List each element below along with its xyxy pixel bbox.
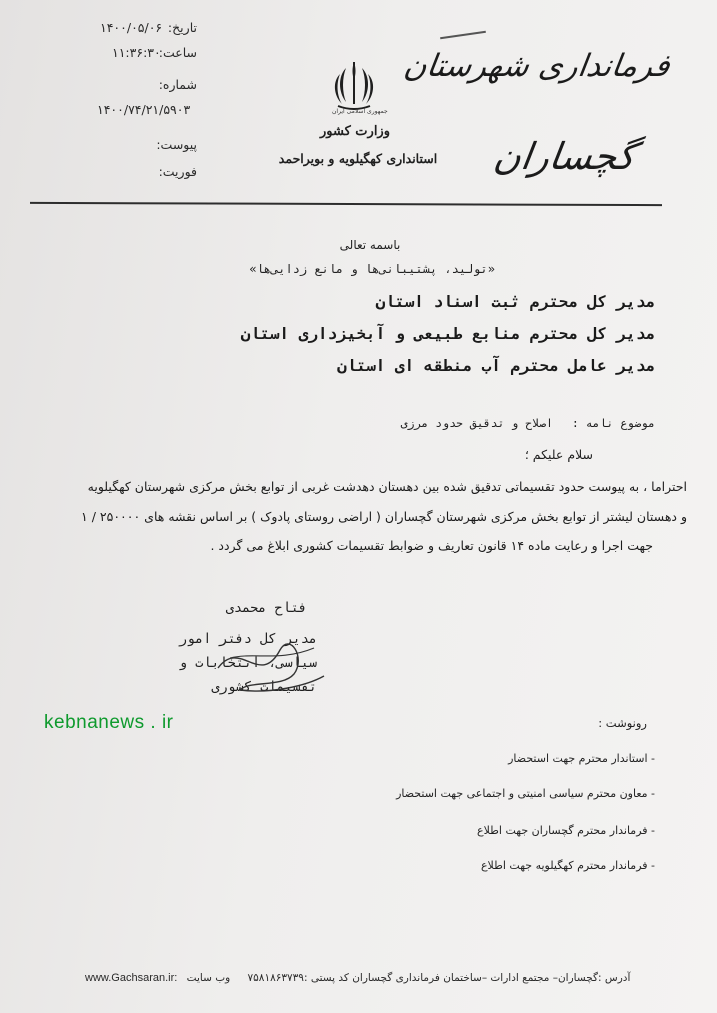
date-label: تاریخ:: [167, 20, 197, 35]
signatory-name: فتاح محمدی: [225, 600, 307, 616]
body-paragraph-line: احتراما ، به پیوست حدود تقسیماتی تدقیق شده بین دهستان دهدشت غربی از توابع بخش مرکزی شهرستان کهگیلویه: [87, 479, 687, 494]
year-slogan: «تولید، پشتیبانی‌ها و مانع زدایی‌ها»: [249, 262, 495, 276]
ministry-name: وزارت کشور: [320, 124, 390, 139]
cc-heading: رونوشت :: [598, 716, 647, 730]
time-value: ۱۱:۳۶:۳۰: [112, 45, 161, 60]
number-value: ۱۴۰۰/۷۴/۲۱/۵۹۰۳: [97, 102, 191, 117]
source-watermark: kebnanews . ir: [44, 712, 174, 733]
number-label: شماره:: [158, 77, 197, 92]
subject-line: [401, 416, 655, 430]
cc-item: - معاون محترم سیاسی امنیتی و اجتماعی جهت استحضار: [396, 787, 655, 800]
handwritten-signature: [210, 628, 330, 698]
cc-item: - فرماندار محترم کهگیلویه جهت اطلاع: [480, 859, 655, 872]
cc-item: - استاندار محترم جهت استحضار: [508, 752, 655, 765]
governorate-city: گچساران: [490, 135, 639, 178]
footer-address: آدرس :گچساران– مجتمع ادارات –ساختمان فرمانداری گچساران کد پستی :۷۵۸۱۸۶۳۷۳۹: [247, 972, 631, 984]
emblem-caption: جمهوری اسلامی ایران: [332, 108, 388, 115]
footer: [85, 972, 631, 984]
subject-label: موضوع نامه :: [571, 416, 655, 430]
signatory-title-line: تقسیمات کشوری: [211, 679, 317, 695]
governorate-title: فرمانداری شهرستان: [400, 48, 672, 84]
header-divider: [30, 202, 662, 206]
recipient-line: مدیر کل محترم منابع طبیعی و آبخیزداری استان: [240, 324, 655, 343]
signatory-title-line: سیاسی، انتخابات و: [178, 655, 317, 671]
greeting: سلام علیکم ؛: [524, 447, 593, 462]
body-paragraph-line: و دهستان لیشتر از توابع بخش مرکزی شهرستان گچساران ( اراضی روستای پادوک ) بر اساس نقشه های ۲۵۰۰۰۰ / ۱: [81, 509, 687, 524]
body-paragraph-line: جهت اجرا و رعایت ماده ۱۴ قانون تعاریف و ضوابط تقسیمات کشوری ابلاغ می گردد .: [210, 538, 653, 553]
urgency-label: فوریت:: [158, 164, 197, 179]
date-value: ۱۴۰۰/۰۵/۰۶: [100, 20, 163, 35]
province-office: استانداری کهگیلویه و بویراحمد: [278, 151, 438, 166]
cc-item: - فرماندار محترم گچساران جهت اطلاع: [477, 824, 655, 837]
recipient-line: مدیر عامل محترم آب منطقه ای استان: [337, 356, 655, 375]
iran-emblem-icon: [328, 58, 380, 114]
subject-text: اصلاح و تدقیق حدود مرزی: [400, 416, 553, 430]
signatory-title-line: مدیر کل دفتر امور: [178, 631, 317, 647]
attachment-label: پیوست:: [156, 137, 197, 152]
basmala: باسمه تعالی: [339, 238, 401, 252]
pen-stroke: [440, 31, 486, 39]
time-label: ساعت:: [158, 45, 197, 60]
footer-website-label: وب سایت: [186, 972, 231, 984]
recipient-line: مدیر کل محترم ثبت اسناد استان: [375, 292, 655, 311]
footer-website: www.Gachsaran.ir:: [85, 972, 178, 984]
